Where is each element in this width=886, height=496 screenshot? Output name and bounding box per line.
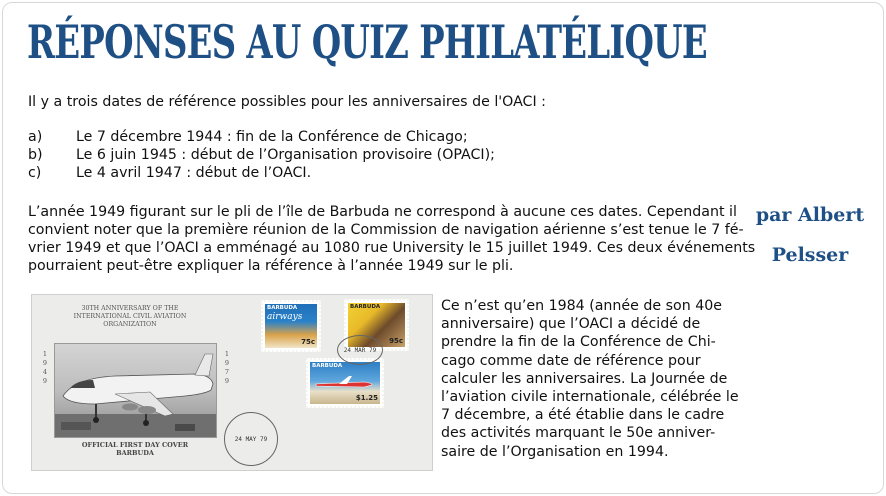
paragraph-line: 7 décembre, a été établie dans le cadre <box>441 407 725 424</box>
date-text: Le 6 juin 1945 : début de l’Organisation provisoire (OPACI); <box>76 147 495 163</box>
year-digit: 7 <box>224 368 230 376</box>
author-credit <box>750 195 870 275</box>
paragraph-line: L’année 1949 figurant sur le pli de l’île de Barbuda ne correspond à aucune ces dates. Cependant il <box>28 204 737 220</box>
date-item-a <box>28 128 588 146</box>
year-digit: 9 <box>224 359 230 367</box>
cover-header-line: INTERNATIONAL CIVIL AVIATION <box>73 313 187 320</box>
date-item-c <box>28 164 588 182</box>
date-letter: b) <box>28 147 43 163</box>
cover-year-right <box>222 350 232 386</box>
paragraph-line: pourraient peut-être expliquer la référence à l’année 1949 sur le pli. <box>28 258 514 274</box>
paragraph-line: convient noter que la première réunion de la Commission de navigation aérienne s’est tenue le 7 fé- <box>28 222 744 238</box>
paragraph-line: saire de l’Organisation en 1994. <box>441 443 669 460</box>
stamp-value: 95c <box>389 337 403 345</box>
paragraph-1949 <box>28 203 756 275</box>
postmark-date: 24 MAY 79 <box>234 435 268 443</box>
paragraph-1984 <box>441 297 739 461</box>
paragraph-line: calculer les anniversaires. La Journée de <box>441 370 728 387</box>
year-digit: 1 <box>224 350 230 358</box>
year-digit: 1 <box>42 350 48 358</box>
dates-list <box>28 128 588 182</box>
page-title: RÉPONSES AU QUIZ PHILATÉLIQUE <box>27 15 707 69</box>
paragraph-line: cago comme date de référence pour <box>441 352 701 369</box>
cover-header-line: 30TH ANNIVERSARY OF THE <box>81 305 179 312</box>
author-line: Pelsser <box>771 244 849 266</box>
date-text: Le 4 avril 1947 : début de l’OACI. <box>76 165 312 181</box>
stamp-value: 75c <box>301 338 315 346</box>
cover-header-line: ORGANIZATION <box>103 321 157 328</box>
stamp-country: BARBUDA <box>267 305 298 311</box>
stamp-value: $1.25 <box>355 394 378 402</box>
airplane-icon <box>55 344 217 438</box>
stamp-country: BARBUDA <box>350 304 381 310</box>
postmark <box>337 335 383 365</box>
cover-footer-line: BARBUDA <box>116 449 154 457</box>
date-item-b <box>28 146 588 164</box>
date-letter: a) <box>28 129 43 145</box>
first-day-cover-image <box>31 294 433 471</box>
paragraph-line: des activités marquant le 50e anniver- <box>441 425 716 442</box>
cover-footer-line: OFFICIAL FIRST DAY COVER <box>81 441 189 449</box>
cover-year-left <box>40 350 50 386</box>
year-digit: 9 <box>42 377 48 385</box>
date-text: Le 7 décembre 1944 : fin de la Conférence de Chicago; <box>76 129 468 145</box>
stamp-airways <box>261 300 321 352</box>
paragraph-line: prendre la fin de la Conférence de Chi- <box>441 334 716 351</box>
stamp-subtitle: airways <box>267 312 303 322</box>
plane-icon <box>314 374 374 392</box>
year-digit: 9 <box>224 377 230 385</box>
postmark <box>224 412 278 466</box>
year-digit: 9 <box>42 359 48 367</box>
year-digit: 4 <box>42 368 48 376</box>
stamp-airplane <box>306 358 384 408</box>
paragraph-line: vrier 1949 et que l’OACI a emménagé au 1080 rue University le 15 juillet 1949. Ces deux événements <box>28 240 756 256</box>
cover-footer <box>60 441 210 457</box>
cover-header <box>70 305 190 329</box>
date-letter: c) <box>28 165 42 181</box>
paragraph-line: Ce n’est qu’en 1984 (année de son 40e <box>441 298 722 314</box>
paragraph-line: anniversaire) que l’OACI a décidé de <box>441 316 701 333</box>
paragraph-line: l’aviation civile internationale, célébrée le <box>441 389 739 406</box>
stamp-country: BARBUDA <box>312 363 343 369</box>
author-line: par Albert <box>755 204 865 226</box>
intro-text: Il y a trois dates de référence possibles pour les anniversaires de l'OACI : <box>28 94 546 110</box>
postmark-date: 24 MAR 79 <box>343 346 377 354</box>
airplane-photo <box>54 343 217 438</box>
